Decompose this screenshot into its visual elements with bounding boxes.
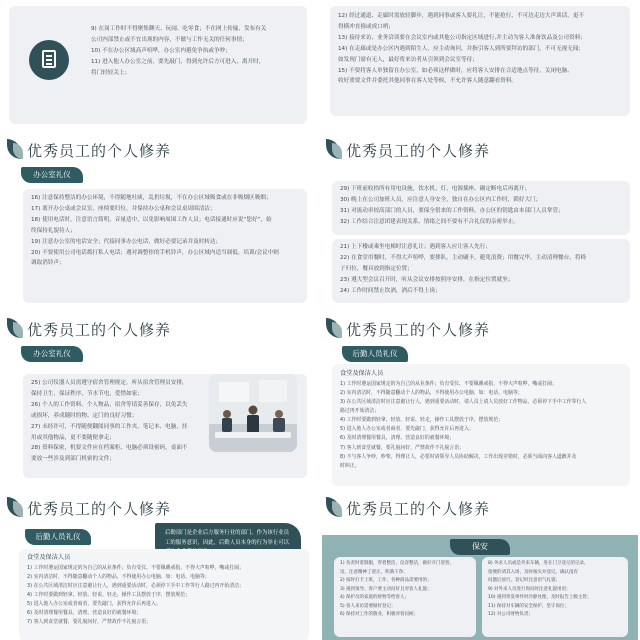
section-tag: 办公室礼仪 <box>21 167 83 183</box>
rule-line: 6) 及时清理餐用餐具，清理、营造良好的就餐环境； <box>27 610 142 617</box>
rule-line: 3) 遇到领导、客户要主动问好且对客人礼貌； <box>340 586 432 592</box>
rule-line: 指便的请其入场，及时核实并登记，确认没有 <box>488 569 578 575</box>
slide-logistics-etiquette-quote <box>3 491 319 640</box>
rule-line: 2) 室内清洁时，不得随意翻动个人的物品，不得使用办公电脑、如：电话、电脑等； <box>340 390 523 397</box>
rule-line: 6) 及时清理餐用餐具，清理、营造良好的就餐环境； <box>340 435 455 442</box>
slide-office-etiquette-16-20 <box>3 133 319 310</box>
rule-line: 要放一些涉及到部门机密的文件； <box>31 456 115 463</box>
page-title: 优秀员工的个人修养 <box>27 321 172 339</box>
rule-line: 27) 未经许可，不得随便翻阅同事的工作夹、笔记本、电脑，挂 <box>31 423 188 430</box>
rule-list-right <box>482 557 628 637</box>
rule-line: 5) 进入他人办公室或者商者，要先敲门，获得允许后再进入； <box>27 601 161 608</box>
rule-line: 收好重要文件并委托其他同事在客人处等候，不允许客人随意翻看资料。 <box>338 78 518 85</box>
title-row <box>3 139 319 161</box>
rule-line: 9) 在岗工作时不得聚集聊天、玩闹、吃零食；不在网上传输、发布有关 <box>91 26 267 32</box>
rule-list-top <box>332 181 630 235</box>
page-title: 优秀员工的个人修养 <box>27 142 172 160</box>
rule-line: 1) 负责时着制服，穿着整洁，仪容整洁，做好开门迎客， <box>340 561 455 566</box>
slide-office-etiquette-continued <box>3 0 319 133</box>
title-row <box>3 497 319 519</box>
rule-line: 14) 在走廊或是办公区内遇到陌生人，应主动询问，并指引客人到所要拜访的部门，不可无视无闻； <box>338 45 585 52</box>
rule-line: 送，注意精神了迎正，积满干净； <box>340 569 408 575</box>
rule-line: 6) 保持对工作的敬业，积极对客问候； <box>340 612 419 618</box>
rule-line: 调取消铃声； <box>31 260 65 267</box>
document-icon <box>42 50 56 68</box>
leaf-logo <box>7 318 21 338</box>
rule-list <box>332 364 630 486</box>
rule-line: 7) 客人到食堂就餐，要礼貌问好，严禁故作不礼貌言语； <box>340 444 464 451</box>
rule-line: 得横冲直撞或成口哨； <box>338 23 394 30</box>
section-heading: 食堂及保洁人员 <box>340 370 384 377</box>
rule-line: 5) 客人来访需要做好登记； <box>340 603 396 609</box>
document-icon-circle <box>29 40 69 80</box>
rule-line: 23) 遵大型会议召开时，听从会议安排按照序安排，在指定位置就坐； <box>340 276 514 283</box>
rule-line: 32) 工作结合注意团建表现关系，情绪之间不要有不合礼仪的亲密举止。 <box>340 218 519 225</box>
slide-office-etiquette-reception <box>322 0 638 133</box>
rule-line: 8) 务求人员或是外来车辆，进在门卫登记的记录， <box>488 561 589 566</box>
office-meeting-photo <box>209 374 297 452</box>
slide-office-etiquette-21-32 <box>322 133 638 310</box>
rule-line: 21) 上下楼或乘坐电梯时注意礼让；遇到客人应让客人先行； <box>340 244 491 250</box>
rule-line: 8) 不与客人争吵，吵架，得理让人，必要时请领导人员协助解决，工作出现差错时，必须当面向客人道歉并及 <box>340 453 577 460</box>
rule-line: 1) 工作时遵运国家规定的为自己的从业条件；负有受仪、不要佩戴戒指，不得大声喧哗，嘴或打闹； <box>27 565 244 572</box>
page-title: 优秀员工的个人修养 <box>346 142 491 160</box>
title-row <box>322 318 638 340</box>
quote-box: 后勤部门是企业后方服务行业的部门，作为该行业员工的服务意识，因此，后勤人员本身的行为举止可以 <box>155 523 301 563</box>
leaf-logo <box>326 139 340 159</box>
rule-line: 11) 保持对车辆的安全保护，坚守岗位； <box>488 603 569 609</box>
rule-line: 10) 不在办公区域高声喧哗，办公室内避免争执或争吵； <box>91 47 231 54</box>
rule-line: 时纠正。 <box>340 462 360 469</box>
rule-line: 12) 对公司财物负责； <box>488 612 533 618</box>
meeting-illustration <box>209 374 297 452</box>
rule-line: 13) 接待来访、业务洽谈要在会议室内或其他公司指定区域进行,并主动为客人准备饮品及公司资料； <box>338 34 586 41</box>
rule-line: 11) 进入他人办公室之前，要先敲门，得到允许后方可进入，离开时， <box>91 58 265 65</box>
rule-line: 7) 客人到食堂就餐，要礼貌问好，严禁故作不礼貌言语； <box>27 619 151 626</box>
rule-line: 保持卫生，保证秩序，节水节电，爱惜如家； <box>31 390 143 397</box>
leaf-logo <box>7 139 21 159</box>
rule-line: 10) 遇到突发事件时冷静处理，及时报告上级主管； <box>488 595 592 601</box>
rule-list <box>91 12 301 112</box>
rule-list <box>19 549 309 640</box>
page-title: 优秀员工的个人修养 <box>346 500 491 518</box>
leaf-logo <box>326 318 340 338</box>
section-tag: 后勤人员礼仪 <box>342 346 408 362</box>
rule-line: 3) 在公共区域清洁时应注意避让行人，遇到重要活动时，请人员上请人员放好工作物品，必须停下手中工作等行人 <box>340 399 587 406</box>
rule-line: 20) 不要使用公司电话拨打私人电话；遇对调整你的手机铃声，办公区域内适当调低，培训/会议中则 <box>31 249 279 256</box>
rule-line: 1) 工作时遵运国家规定的为自己的从业条件；负有受仪、不要佩戴戒指，不得大声喧哗，嘴或打闹； <box>340 381 557 388</box>
leaf-logo <box>7 497 21 517</box>
rule-line: 4) 保护员的家庭的财物等给客人； <box>340 595 410 601</box>
rule-line: 用或其他物品，更不要随便拿走； <box>31 434 115 441</box>
rule-line: 2) 按时打卡上班，工作，各种商品需要用的； <box>340 578 432 584</box>
title-row <box>3 318 319 340</box>
rule-line: 24) 工作时间禁止饮酒，酒后不得上岗； <box>340 287 441 294</box>
page-title: 优秀员工的个人修养 <box>346 321 491 339</box>
rule-line: 17) 离开办公桌或会议室，座椅要归位，并保持办公桌和会议桌周围清洁； <box>31 205 216 212</box>
section-tag: 后勤人员礼仪 <box>25 529 91 545</box>
rule-line: 如发现门窗有无人，最好将来访者从引领到会议室等待； <box>338 56 478 63</box>
rule-line: 31) 对流动率较高部门的人员，要保全借来的工作资料，办公区的钥匙由本部门人员掌管； <box>340 207 564 214</box>
rule-line: 9) 对外来人员进行询问时注意礼貌用语； <box>488 586 571 592</box>
rule-line: 路过再开始清洁； <box>340 408 380 415</box>
rule-line: 问题后放行，登记时注意语气礼貌； <box>488 578 560 584</box>
title-row <box>322 497 638 519</box>
slide-office-etiquette-25-28 <box>3 312 319 489</box>
rule-line: 22) 在食堂用餐时，不得大声喧哗，要排队，主动刷卡，避免浪费；用餐完毕，主动清理餐台，将椅 <box>340 254 587 261</box>
rule-line: 18) 使用电话时，注意语言简明，音量适中，以免影响周围工作人员；电话接通时应说“您好”，始 <box>31 216 272 223</box>
rule-line: 26) 个人的工作资料、个人物品，宿舍等请妥善保存，以免丢失 <box>31 401 188 408</box>
section-heading: 食堂及保洁人员 <box>27 554 71 561</box>
rule-line: 16) 注意保持整洁的办公环境，不得随地吐痰，乱扔垃圾，不在办公区域吸食或在非吸烟区吸烟； <box>31 195 272 201</box>
rule-line: 3) 在公共区域清洁时应注意避让行人，遇到重要活动时，必须停下手中工作等行人路过再开始清洁； <box>27 583 244 590</box>
rule-line: 4) 工作时要做到轻拿、轻放、轻说、轻走，操作工具摆放于序，摆放规范； <box>27 592 191 599</box>
rule-line: 公司内部禁止或不宜出现的内容，不做与工作无关的任何事情； <box>91 36 248 43</box>
rule-line: 4) 工作时要做到轻拿、轻放、轻说、轻走，操作工具摆放于序，摆放规范； <box>340 417 504 424</box>
rule-line: 15) 不要将客人单独留在办公室，如必须这样做时，应将客人安排在合适地点等待，关闭电脑、 <box>338 67 573 74</box>
slide-logistics-etiquette <box>322 312 638 489</box>
rule-list-left <box>334 557 476 637</box>
leaf-logo <box>326 497 340 517</box>
rule-line: 或损坏，养成随时的物、定门的良好习惯； <box>31 412 138 419</box>
rule-line: 19) 注意办公室的电话安全；代接同事办公电话，做好必要记录并及时转达； <box>31 238 222 245</box>
rule-line: 终保持礼貌待人； <box>31 227 76 234</box>
rule-list-bottom <box>332 239 630 303</box>
slide-security-etiquette <box>322 491 638 640</box>
section-tag: 保安 <box>450 539 510 555</box>
rule-line: 2) 室内清洁时，不得随意翻动个人的物品，不得使用办公电脑、如：电话、电脑等； <box>27 574 210 581</box>
rule-list <box>23 189 307 303</box>
page-title: 优秀员工的个人修养 <box>27 500 172 518</box>
rule-line: 30) 晚上在公司加班人员，应注意人身安全，独自在办公区内工作时，锁好大门； <box>340 196 542 203</box>
rule-line: 29) 下班前收拾所有用电设施，饮水机、灯、电源插座、确定断电后再离开； <box>340 186 531 192</box>
rule-line: 子归位，餐具放到指定位置； <box>340 265 413 272</box>
rule-line: 5) 进入他人办公室或者商者，要先敲门，获得允许后再进入； <box>340 426 474 433</box>
rule-line: 25) 公司仪器人员需遵守宿舍管理规定，听从宿舍管理员安排， <box>31 380 188 386</box>
rule-line: 将门轻轻关上； <box>91 69 131 76</box>
rule-list <box>330 6 630 116</box>
title-row <box>322 139 638 161</box>
rule-line: 12) 经过通道、走廊时需放轻脚步，遇到同事或客人要礼让，不能抢行，不可边走边大声谈话，更不 <box>338 13 585 19</box>
section-tag: 办公室礼仪 <box>21 346 83 362</box>
rule-line: 28) 资料保密，机要文件应在档案柜、电脑必须设密码，桌面不 <box>31 445 188 452</box>
